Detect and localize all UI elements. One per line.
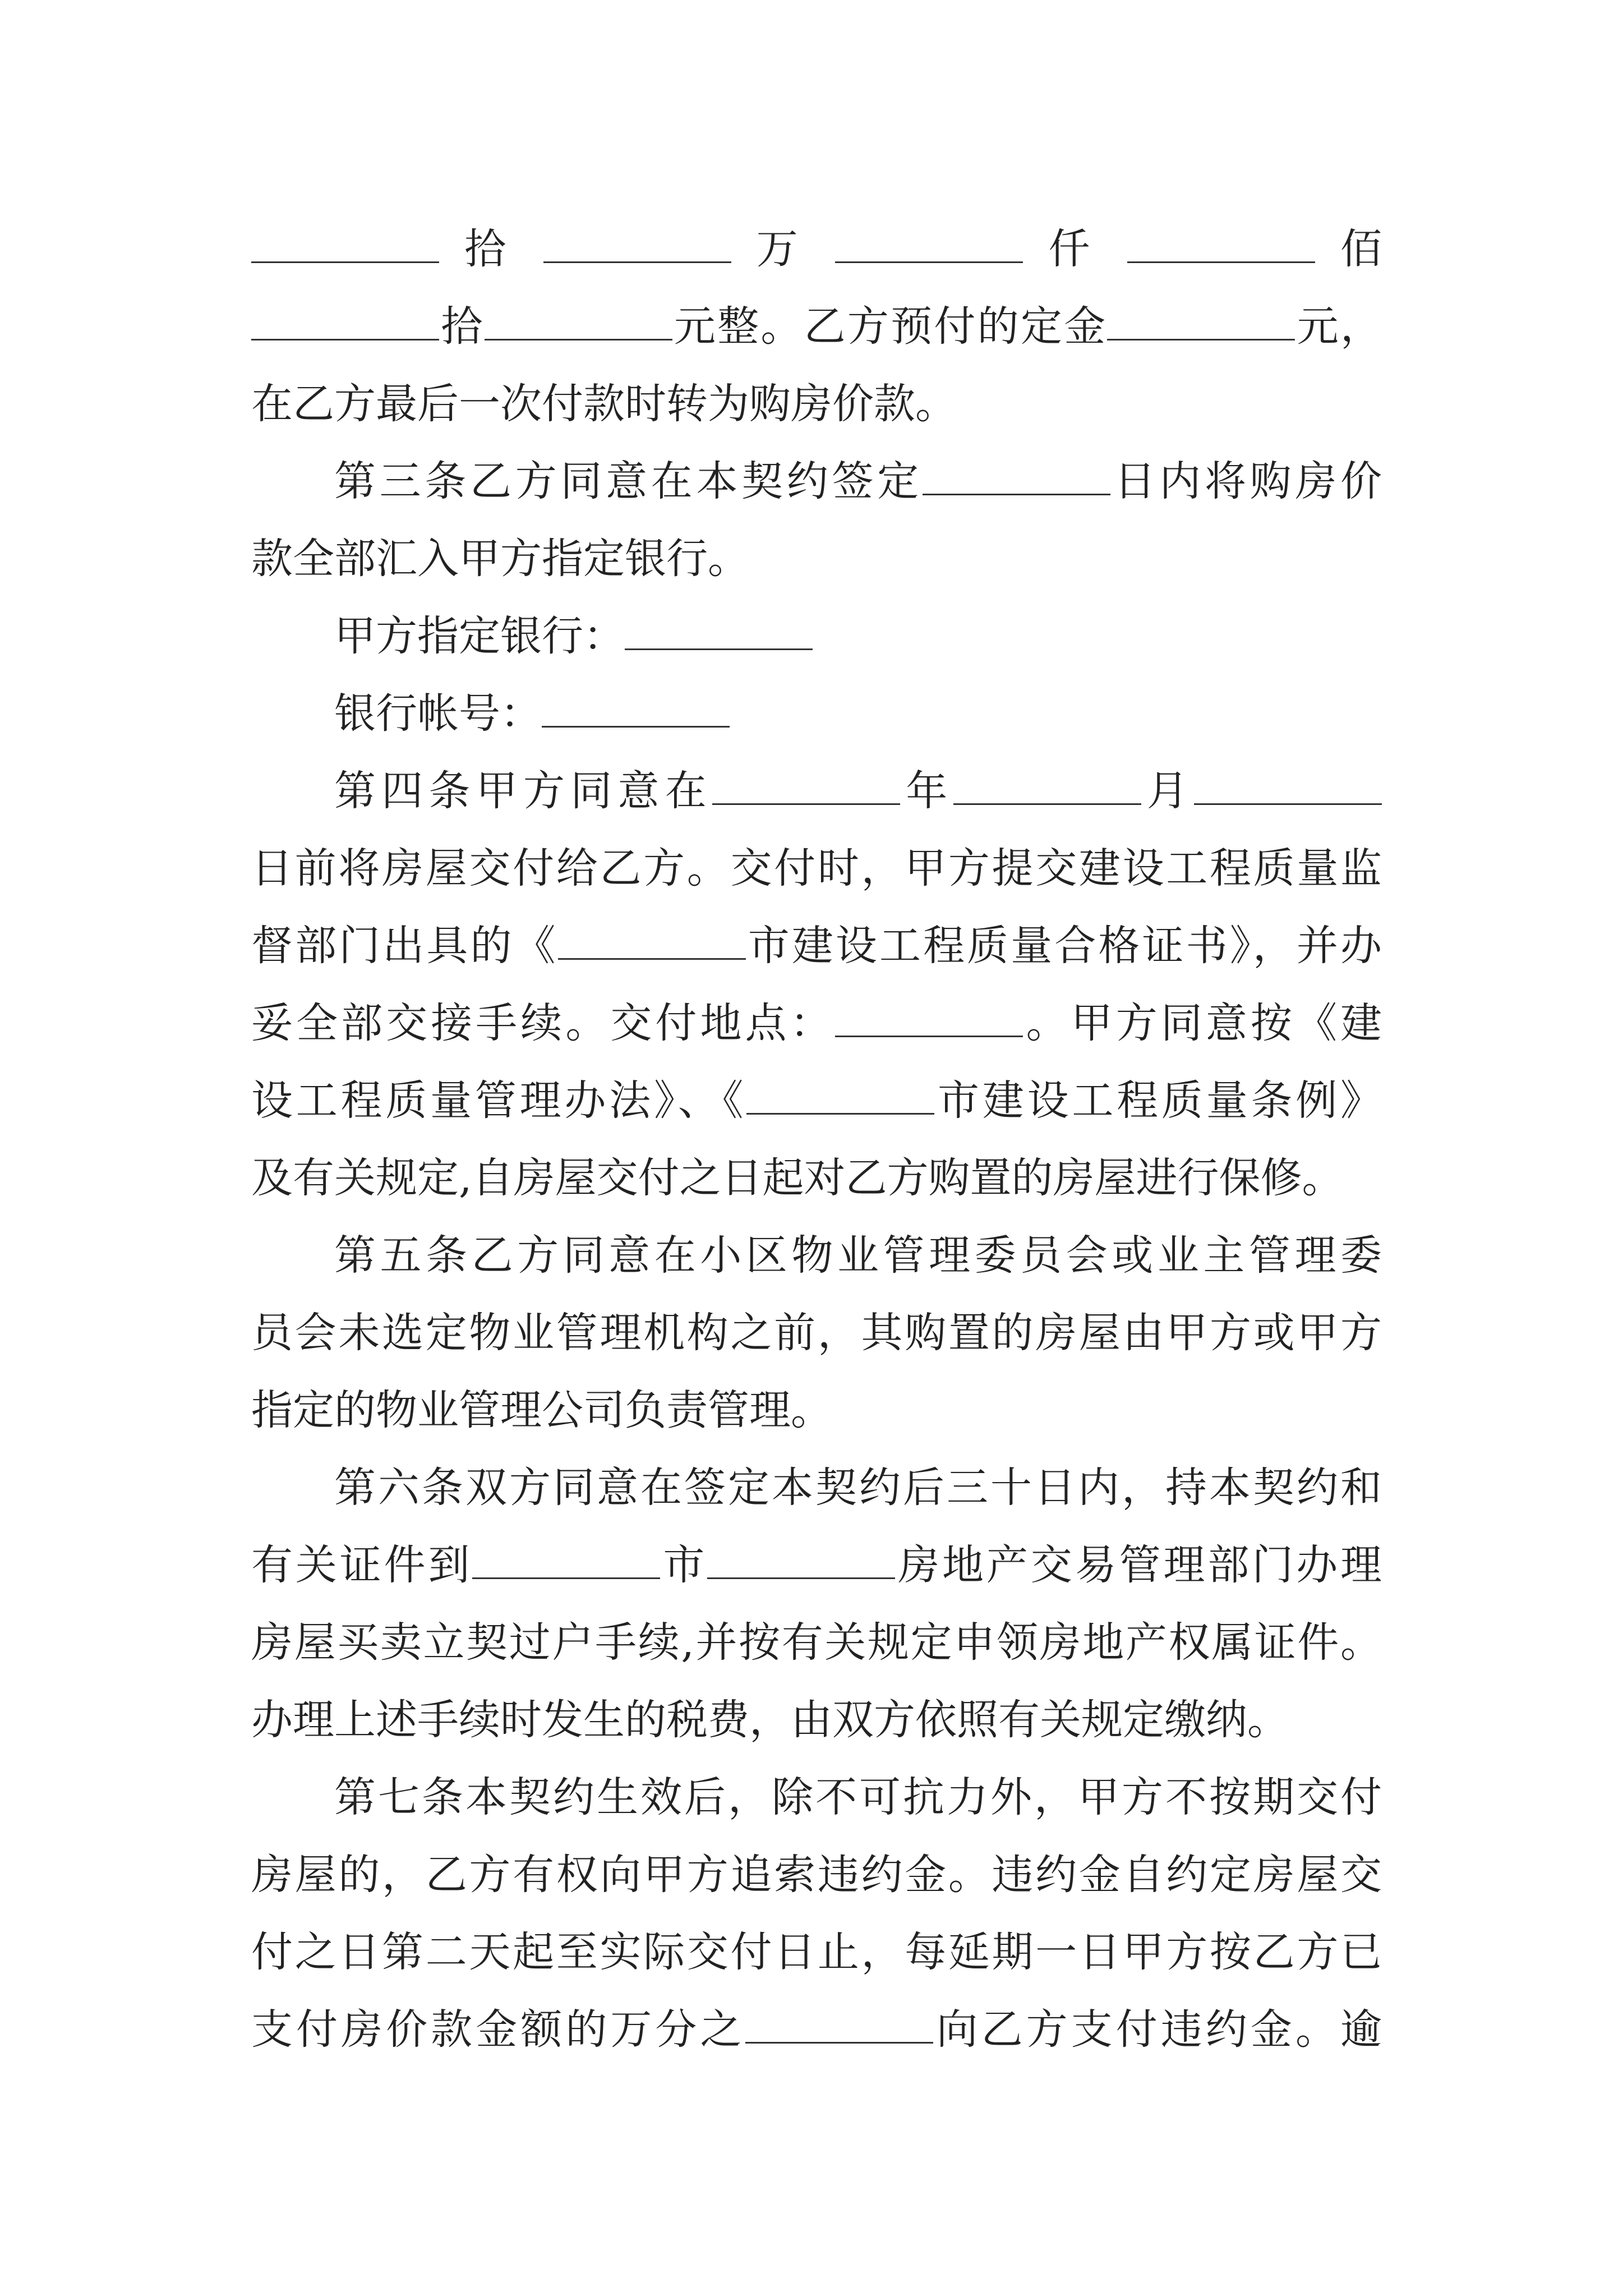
month-field[interactable]: [953, 767, 1141, 805]
article-3-line-2: 款全部汇入甲方指定银行。: [251, 535, 749, 583]
article-4-text: 。甲方同意按《建: [1022, 999, 1382, 1047]
article-7-line-3: 付之日第二天起至实际交付日止，每延期一日甲方按乙方已: [251, 1928, 1382, 1976]
article-7-text: 向乙方支付违约金。逾: [933, 2005, 1382, 2054]
district-field[interactable]: [707, 1542, 895, 1579]
blank-field[interactable]: [1127, 226, 1315, 263]
city-field[interactable]: [558, 922, 746, 960]
amount-line-1: [251, 210, 1382, 288]
account-field[interactable]: [542, 690, 730, 728]
unit-shi: 拾: [439, 302, 485, 351]
article-5-line-1: 第五条乙方同意在小区物业管理委员会或业主管理委: [334, 1231, 1382, 1280]
unit-qian: 仟: [1048, 225, 1102, 273]
article-7-text: 支付房价款金额的万分之: [251, 2005, 745, 2054]
article-6-text: 市: [660, 1541, 708, 1589]
article-5-line-2: 员会未选定物业管理机构之前，其购置的房屋由甲方或甲方: [251, 1309, 1382, 1357]
rate-field[interactable]: [745, 2006, 933, 2044]
article-3-line-1: [251, 443, 1382, 520]
account-line: [251, 675, 1382, 752]
deposit-text: 元整。乙方预付的定金: [672, 302, 1108, 351]
article-3-text: 日内将购房价: [1110, 457, 1382, 505]
article-6-text: 有关证件到: [251, 1541, 473, 1589]
blank-field[interactable]: [485, 303, 672, 341]
article-4-line-5: [251, 1062, 1382, 1139]
article-4-text: 设工程质量管理办法》、《: [251, 1076, 747, 1125]
article-3-text: 第三条乙方同意在本契约签定: [334, 457, 923, 505]
article-4-line-3: [251, 907, 1382, 984]
article-4-text: 妥全部交接手续。交付地点：: [251, 999, 835, 1047]
payment-note: 在乙方最后一次付款时转为购房价款。: [251, 380, 957, 428]
article-4-text: 市建设工程质量合格证书》，并办: [745, 922, 1382, 970]
city-field[interactable]: [472, 1542, 660, 1579]
city-field[interactable]: [746, 1077, 934, 1115]
article-4-line-6: 及有关规定,自房屋交付之日起对乙方购置的房屋进行保修。: [251, 1154, 1344, 1202]
article-4-text: 督部门出具的《: [251, 922, 558, 970]
bank-field[interactable]: [625, 613, 813, 650]
article-6-text: 房地产交易管理部门办理: [895, 1541, 1382, 1589]
year-field[interactable]: [712, 767, 900, 805]
blank-field[interactable]: [1107, 303, 1295, 341]
article-4-line-4: [251, 984, 1382, 1062]
location-field[interactable]: [835, 1000, 1023, 1037]
account-label: 银行帐号：: [334, 689, 542, 738]
article-4-text: 市建设工程质量条例》: [934, 1076, 1382, 1125]
blank-field[interactable]: [251, 303, 439, 341]
article-6-line-2: [251, 1526, 1382, 1604]
year-label: 年: [900, 767, 953, 815]
unit-shi: 拾: [464, 225, 518, 273]
bank-label: 甲方指定银行：: [334, 612, 625, 660]
article-4-line-1: [251, 752, 1382, 830]
contract-body: [251, 210, 1382, 2068]
unit-wan: 万: [756, 225, 810, 273]
article-7-line-1: 第七条本契约生效后，除不可抗力外，甲方不按期交付: [334, 1773, 1382, 1821]
blank-field[interactable]: [923, 458, 1110, 495]
article-7-line-4: [251, 1991, 1382, 2068]
day-field[interactable]: [1194, 767, 1382, 805]
deposit-unit: 元，: [1295, 302, 1382, 351]
blank-field[interactable]: [543, 226, 731, 263]
amount-line-2: [251, 288, 1382, 365]
article-7-line-2: 房屋的，乙方有权向甲方追索违约金。违约金自约定房屋交: [251, 1851, 1382, 1899]
blank-field[interactable]: [835, 226, 1023, 263]
unit-bai: 佰: [1340, 225, 1382, 273]
month-label: 月: [1141, 767, 1194, 815]
article-6-line-1: 第六条双方同意在签定本契约后三十日内，持本契约和: [334, 1464, 1382, 1512]
article-5-line-3: 指定的物业管理公司负责管理。: [251, 1386, 832, 1434]
article-6-line-3: 房屋买卖立契过户手续,并按有关规定申领房地产权属证件。: [251, 1618, 1382, 1667]
blank-field[interactable]: [251, 226, 439, 263]
article-4-line-2: 日前将房屋交付给乙方。交付时，甲方提交建设工程质量监: [251, 844, 1382, 892]
article-6-line-4: 办理上述手续时发生的税费，由双方依照有关规定缴纳。: [251, 1696, 1289, 1744]
article-4-text: 第四条甲方同意在: [334, 767, 712, 815]
bank-line: [251, 597, 1382, 675]
